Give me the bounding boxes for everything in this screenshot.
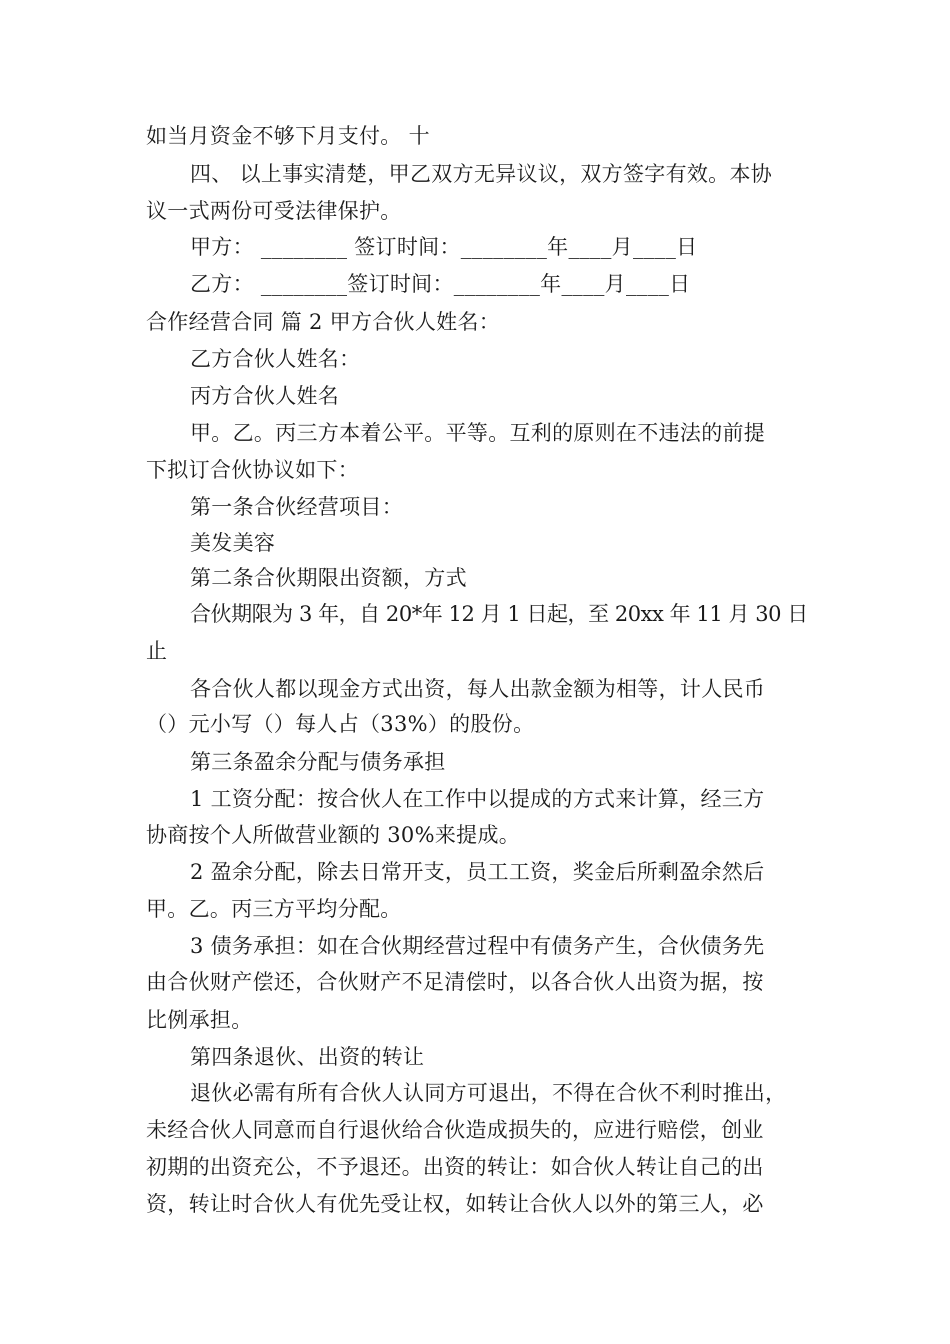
text-line: 甲。乙。丙三方本着公平。平等。互利的原则在不违法的前提: [190, 421, 766, 445]
text-line: 四、 以上事实清楚，甲乙双方无异议议，双方签字有效。本协: [190, 162, 773, 186]
section-heading: 合作经营合同 篇 2 甲方合伙人姓名：: [146, 310, 501, 334]
signature-line-party-b: 乙方： ________签订时间：________年____月____日: [190, 272, 691, 296]
text-line: 议一式两份可受法律保护。: [146, 199, 402, 223]
text-line: 丙方合伙人姓名: [190, 384, 340, 408]
text-line: 退伙必需有所有合伙人认同方可退出，不得在合伙不利时推出，: [190, 1081, 787, 1105]
text-line: 3 债务承担：如在合伙期经营过程中有债务产生，合伙债务先: [190, 934, 765, 958]
text-line: 2 盈余分配，除去日常开支，员工工资，奖金后所剩盈余然后: [190, 860, 765, 884]
text-line: 合伙期限为 3 年，自 20*年 12 月 1 日起，至 20xx 年 11 月 30 日: [190, 602, 808, 626]
text-line: 资，转让时合伙人有优先受让权，如转让合伙人以外的第三人，必: [146, 1192, 764, 1216]
text-line: 甲。乙。丙三方平均分配。: [146, 897, 402, 921]
text-line: 下拟订合伙协议如下：: [146, 458, 359, 482]
text-line: 美发美容: [190, 531, 276, 555]
clause-heading: 第一条合伙经营项目：: [190, 495, 403, 519]
text-line: 乙方合伙人姓名：: [190, 347, 361, 371]
text-line: （）元小写（）每人占（33%）的股份。: [146, 712, 535, 736]
text-line: 初期的出资充公，不予退还。出资的转让：如合伙人转让自己的出: [146, 1155, 764, 1179]
text-line: 如当月资金不够下月支付。 十: [146, 124, 430, 148]
clause-heading: 第三条盈余分配与债务承担: [190, 750, 446, 774]
clause-heading: 第二条合伙期限出资额，方式: [190, 566, 467, 590]
text-line: 由合伙财产偿还，合伙财产不足清偿时，以各合伙人出资为据，按: [146, 970, 764, 994]
text-line: 1 工资分配：按合伙人在工作中以提成的方式来计算，经三方: [190, 787, 765, 811]
text-line: 未经合伙人同意而自行退伙给合伙造成损失的，应进行赔偿，创业: [146, 1118, 764, 1142]
clause-heading: 第四条退伙、出资的转让: [190, 1045, 425, 1069]
text-line: 协商按个人所做营业额的 30%来提成。: [146, 823, 521, 847]
text-line: 比例承担。: [146, 1008, 253, 1032]
signature-line-party-a: 甲方： ________ 签订时间：________年____月____日: [190, 235, 698, 259]
text-line: 各合伙人都以现金方式出资，每人出款金额为相等，计人民币: [190, 677, 766, 701]
text-line: 止: [146, 639, 168, 663]
